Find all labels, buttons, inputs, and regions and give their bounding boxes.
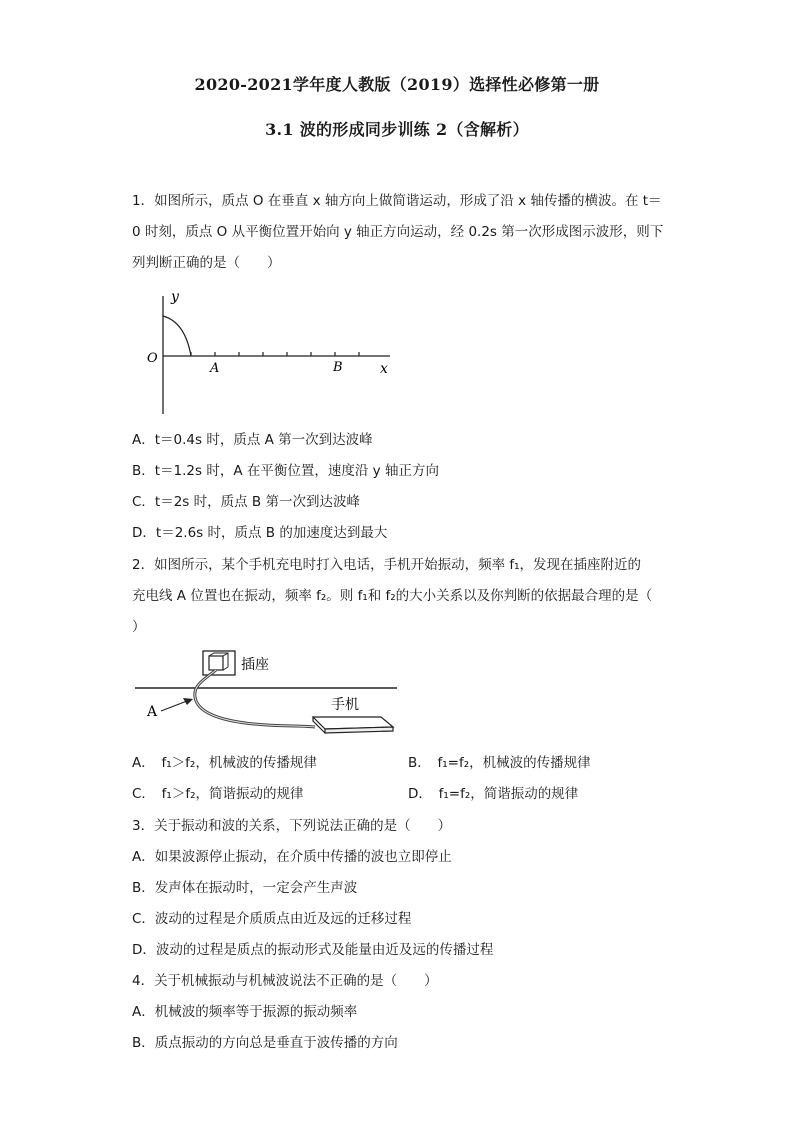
q2-stem-line-3: ） <box>132 619 146 635</box>
q1-stem-line-2: 0 时刻，质点 O 从平衡位置开始向 y 轴正方向运动，经 0.2s 第一次形成图示波形，则下 <box>132 224 664 240</box>
q4-option-a: A．机械波的频率等于振源的振动频率 <box>132 1004 358 1020</box>
q2-option-a: A． f₁＞f₂，机械波的传播规律 <box>132 755 317 771</box>
x-axis-label: x <box>380 361 388 377</box>
q3-option-d: D．波动的过程是质点的振动形式及能量由近及远的传播过程 <box>132 942 494 958</box>
y-axis-label: y <box>171 289 179 305</box>
q4-stem: 4．关于机械振动与机械波说法不正确的是（ ） <box>132 973 438 989</box>
page-subtitle: 3.1 波的形成同步训练 2（含解析） <box>265 120 529 139</box>
charging-cable-highlight <box>195 670 315 727</box>
page-title: 2020-2021学年度人教版（2019）选择性必修第一册 <box>194 75 600 94</box>
q1-option-c: C．t＝2s 时，质点 B 第一次到达波峰 <box>132 494 360 510</box>
q3-option-b: B．发声体在振动时，一定会产生声波 <box>132 880 358 896</box>
q2-stem-line-1: 2．如图所示，某个手机充电时打入电话，手机开始振动，频率 f₁，发现在插座附近的 <box>132 557 642 573</box>
socket-icon <box>203 651 235 675</box>
wave-figure <box>135 286 405 418</box>
phone-icon <box>313 717 393 733</box>
point-b-label: B <box>333 360 343 375</box>
q3-option-c: C．波动的过程是介质质点由近及远的迁移过程 <box>132 911 412 927</box>
q4-option-b: B．质点振动的方向总是垂直于波传播的方向 <box>132 1035 398 1051</box>
origin-label: O <box>147 351 158 366</box>
charging-cable <box>195 670 315 727</box>
charger-figure <box>135 645 405 745</box>
q2-option-b: B． f₁=f₂，机械波的传播规律 <box>408 755 591 771</box>
wave-curve <box>163 316 191 356</box>
point-a-label: A <box>210 361 220 376</box>
q3-option-a: A．如果波源停止振动，在介质中传播的波也立即停止 <box>132 849 452 865</box>
q3-stem: 3．关于振动和波的关系，下列说法正确的是（ ） <box>132 818 452 834</box>
q1-stem-line-1: 1．如图所示，质点 O 在垂直 x 轴方向上做简谐运动，形成了沿 x 轴传播的横波。在 t＝ <box>132 193 662 209</box>
q1-option-a: A．t＝0.4s 时，质点 A 第一次到达波峰 <box>132 432 373 448</box>
q2-option-d: D． f₁=f₂，简谐振动的规律 <box>408 786 579 802</box>
q1-stem-line-3: 列判断正确的是（ ） <box>132 255 281 271</box>
q2-stem-line-2: 充电线 A 位置也在振动，频率 f₂。则 f₁和 f₂的大小关系以及你判断的依据最合理的是（ <box>132 588 653 604</box>
q1-option-b: B．t＝1.2s 时，A 在平衡位置，速度沿 y 轴正方向 <box>132 463 439 479</box>
point-a-label: A <box>147 704 158 720</box>
socket-label: 插座 <box>241 657 269 673</box>
pointer-arrow-line <box>161 701 187 711</box>
q1-option-d: D．t＝2.6s 时，质点 B 的加速度达到最大 <box>132 525 388 541</box>
phone-label: 手机 <box>331 697 359 713</box>
q2-option-c: C． f₁＞f₂，简谐振动的规律 <box>132 786 304 802</box>
